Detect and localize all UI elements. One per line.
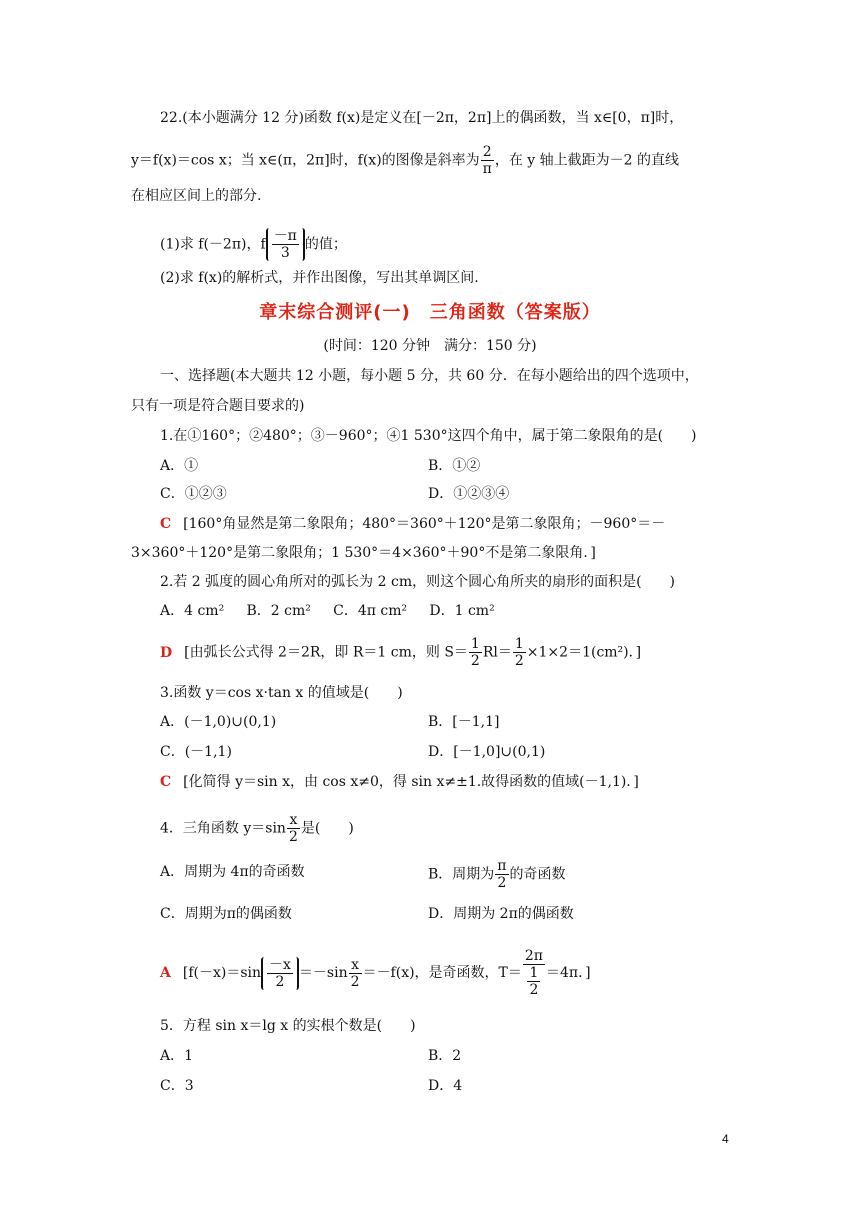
frac-num: 1 bbox=[470, 636, 480, 652]
frac-den: 2 bbox=[350, 973, 360, 990]
q4-exp-paren-fraction bbox=[267, 957, 293, 990]
q3-explanation bbox=[160, 772, 639, 792]
section-line1: 一、选择题(本大题共 12 小题，每小题 5 分，共 60 分．在每小题给出的四个选项中， bbox=[160, 368, 699, 384]
q3-option-a: A．(－1,0)∪(0,1) bbox=[160, 714, 277, 730]
q4-stem-b: 是( ) bbox=[300, 820, 354, 837]
q4-b-fraction bbox=[495, 858, 508, 891]
q3-stem: 3.函数 y＝cos x·tan x 的值域是( ) bbox=[160, 685, 403, 701]
q2-exp-a: [由弧长公式得 2＝2R，即 R＝1 cm，则 S＝ bbox=[184, 644, 468, 661]
q4-stem bbox=[160, 812, 354, 845]
q2-exp-c: ×1×2＝1(cm²)．] bbox=[526, 644, 642, 661]
frac-num: －x bbox=[269, 956, 291, 973]
q2-half-fraction-2 bbox=[513, 636, 526, 669]
q1-answer: C bbox=[160, 516, 172, 532]
exam-time: (时间：120 分钟 满分：150 分) bbox=[323, 338, 537, 354]
q3-option-d: D．[－1,0]∪(0,1) bbox=[428, 744, 546, 760]
q4-exp-a: [f(－x)＝sin bbox=[182, 965, 262, 981]
q1-explanation-line1 bbox=[160, 514, 665, 534]
q4-explanation bbox=[160, 948, 591, 998]
q4-exp-b: ＝－sin bbox=[298, 965, 348, 981]
q22-part1-paren bbox=[266, 228, 305, 261]
q22-line3: 在相应区间上的部分. bbox=[131, 188, 262, 204]
frac-num: x bbox=[349, 957, 362, 974]
q22-line2 bbox=[131, 144, 679, 177]
q4-period-fraction bbox=[523, 948, 545, 998]
q2-option-a: A．4 cm² bbox=[160, 603, 225, 619]
q22-slope-fraction bbox=[481, 144, 494, 177]
q4-stem-a: 4．三角函数 y＝sin bbox=[160, 820, 286, 837]
q5-option-d: D．4 bbox=[428, 1078, 463, 1094]
frac-den: 2 bbox=[529, 982, 539, 998]
frac-num: π bbox=[497, 858, 507, 874]
q22-line2-text-b: ，在 y 轴上截距为－2 的直线 bbox=[494, 152, 680, 169]
q2-explanation bbox=[160, 636, 641, 669]
q22-part1 bbox=[160, 228, 347, 261]
q4-exp-fraction bbox=[349, 957, 362, 990]
q2-option-c: C．4π cm² bbox=[333, 603, 408, 619]
q1-exp-text: [160°角显然是第二象限角；480°＝360°＋120°是第二象限角；－960°＝－ bbox=[183, 516, 666, 532]
q1-explanation-line2: 3×360°＋120°是第二象限角；1 530°＝4×360°＋90°不是第二象限角．] bbox=[131, 545, 596, 561]
q22-part1-fraction bbox=[272, 228, 299, 261]
q2-option-d: D．1 cm² bbox=[429, 603, 495, 619]
q2-exp-b: Rl＝ bbox=[482, 644, 512, 661]
q22-part1-text-a: (1)求 f(－2π)，f bbox=[160, 236, 266, 253]
q4-b-text-a: B．周期为 bbox=[428, 866, 495, 883]
q2-option-b: B．2 cm² bbox=[246, 603, 311, 619]
q4-option-b bbox=[428, 858, 566, 891]
q5-stem: 5．方程 sin x＝lg x 的实根个数是( ) bbox=[160, 1018, 416, 1034]
q5-option-a: A．1 bbox=[160, 1048, 194, 1064]
q4-b-text-b: 的奇函数 bbox=[509, 866, 566, 883]
frac-num: 1 bbox=[514, 636, 524, 652]
frac-den bbox=[523, 965, 545, 998]
q2-stem: 2.若 2 弧度的圆心角所对的弧长为 2 cm，则这个圆心角所夹的扇形的面积是( ) bbox=[160, 574, 676, 590]
q3-answer: C bbox=[160, 774, 172, 790]
frac-num: 2π bbox=[524, 948, 543, 964]
frac-num: －π bbox=[273, 228, 297, 244]
q4-stem-fraction bbox=[287, 812, 300, 845]
frac-den: 2 bbox=[288, 829, 298, 845]
q1-option-b: B．①② bbox=[428, 458, 481, 474]
q22-line1: 22.(本小题满分 12 分)函数 f(x)是定义在[－2π，2π]上的偶函数，当 x∈[0，π]时， bbox=[160, 110, 684, 126]
q4-exp-c: ＝－f(x)，是奇函数，T＝ bbox=[362, 965, 522, 981]
q3-option-c: C．(－1,1) bbox=[160, 744, 232, 760]
q4-option-c: C．周期为π的偶函数 bbox=[160, 906, 292, 922]
q4-option-a: A．周期为 4π的奇函数 bbox=[160, 864, 305, 880]
q2-half-fraction-1 bbox=[469, 636, 482, 669]
frac-den: 2 bbox=[514, 653, 524, 669]
q1-stem: 1.在①160°；②480°；③－960°；④1 530°这四个角中，属于第二象限角的是( ) bbox=[160, 428, 697, 444]
q4-answer: A bbox=[160, 965, 171, 981]
frac-den: 2 bbox=[275, 973, 285, 990]
page-title: 章末综合测评(一) 三角函数（答案版） bbox=[259, 302, 601, 323]
q22-line2-text-a: y＝f(x)＝cos x；当 x∈(π，2π]时，f(x)的图像是斜率为 bbox=[131, 152, 480, 169]
q1-option-a: A．① bbox=[160, 458, 199, 474]
frac-num: x bbox=[287, 812, 300, 829]
q22-part2: (2)求 f(x)的解析式，并作出图像，写出其单调区间. bbox=[160, 270, 479, 286]
q2-options bbox=[160, 601, 495, 621]
q2-answer: D bbox=[160, 644, 173, 661]
q5-option-b: B．2 bbox=[428, 1048, 462, 1064]
frac-num: 2 bbox=[481, 144, 494, 161]
q1-option-c: C．①②③ bbox=[160, 486, 227, 502]
frac-den: π bbox=[482, 161, 492, 177]
q1-option-d: D．①②③④ bbox=[428, 486, 510, 502]
page-number: 4 bbox=[722, 1132, 729, 1146]
q4-exp-d: ＝4π．] bbox=[546, 965, 591, 981]
q4-period-inner-fraction bbox=[527, 965, 540, 998]
q4-exp-paren bbox=[261, 957, 299, 990]
q22-part1-text-b: 的值； bbox=[304, 236, 347, 253]
q3-option-b: B．[－1,1] bbox=[428, 714, 500, 730]
frac-den: 2 bbox=[470, 653, 480, 669]
section-line2: 只有一项是符合题目要求的) bbox=[131, 398, 305, 414]
q5-option-c: C．3 bbox=[160, 1078, 194, 1094]
q4-option-d: D．周期为 2π的偶函数 bbox=[428, 906, 574, 922]
frac-num: 1 bbox=[529, 965, 539, 981]
frac-den: 3 bbox=[280, 245, 290, 261]
q3-exp-text: [化简得 y＝sin x，由 cos x≠0，得 sin x≠±1.故得函数的值域(－1,1)．] bbox=[183, 774, 639, 790]
frac-den: 2 bbox=[497, 875, 507, 891]
